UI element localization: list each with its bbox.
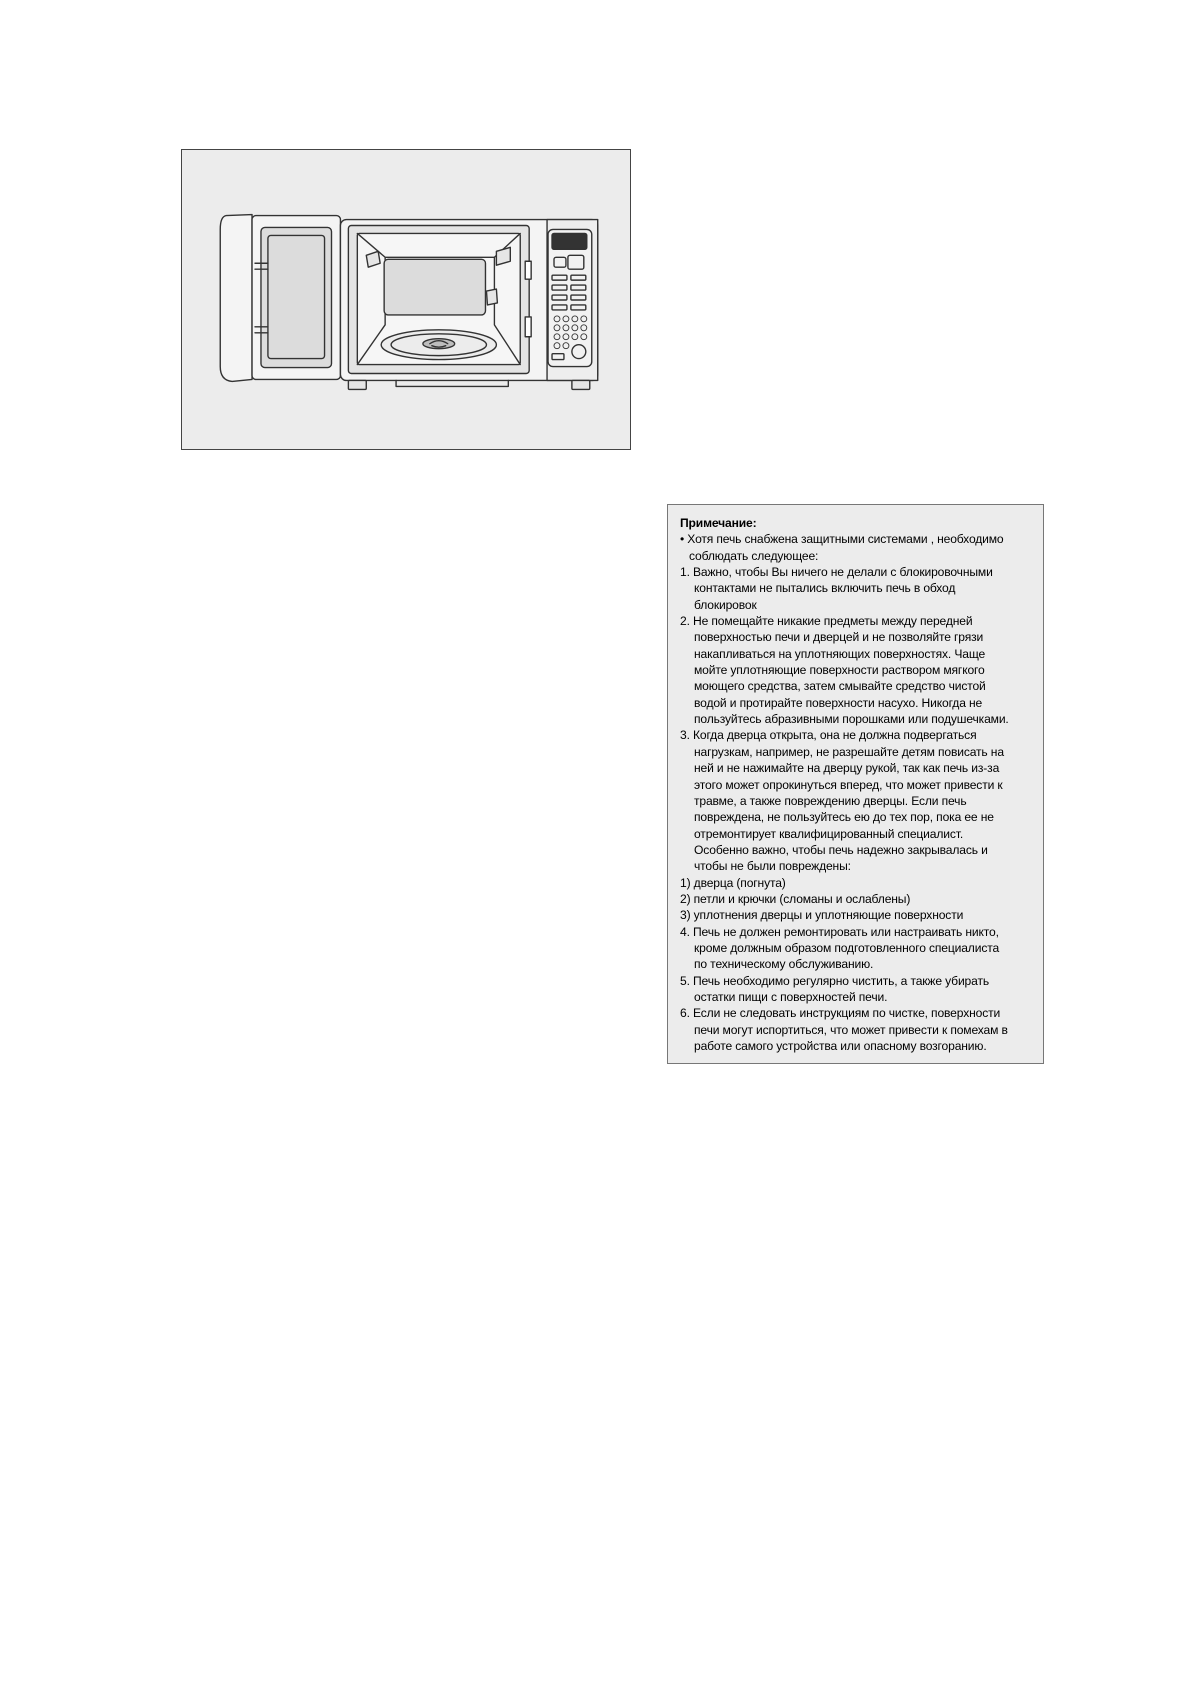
- note-item-6-line: печи могут испортиться, что может привести к помехам в: [694, 1022, 1008, 1037]
- note-item-3-line: этого может опрокинуться вперед, что может привести к: [694, 777, 1003, 792]
- note-item-3-line: повреждена, не пользуйтесь ею до тех пор, пока ее не: [694, 810, 994, 825]
- note-subitem: 1) дверца (погнута): [680, 875, 786, 890]
- note-item-4-line: по техническому обслуживанию.: [694, 957, 874, 972]
- microwave-oven-icon: [182, 150, 630, 449]
- note-item-3-line: ней и не нажимайте на дверцу рукой, так как печь из-за: [694, 761, 1000, 776]
- note-item-3-line: 3. Когда дверца открыта, она не должна подвергаться: [680, 728, 977, 743]
- note-item-3-line: Особенно важно, чтобы печь надежно закрывалась и: [694, 842, 988, 857]
- note-intro-line: • Хотя печь снабжена защитными системами , необходимо: [680, 532, 1004, 547]
- note-item-2-line: поверхностью печи и дверцей и не позволяйте грязи: [694, 630, 984, 645]
- note-item-2-line: моющего средства, затем смывайте средство чистой: [694, 679, 986, 694]
- note-item-2-line: мойте уплотняющие поверхности раствором мягкого: [694, 663, 985, 678]
- note-item-4-line: кроме должным образом подготовленного специалиста: [694, 940, 1000, 955]
- microwave-figure: [181, 149, 631, 450]
- note-item-3-line: травме, а также повреждению дверцы. Если печь: [694, 793, 967, 808]
- note-item-5-line: остатки пищи с поверхностей печи.: [694, 989, 888, 1004]
- note-item-3-line: нагрузкам, например, не разрешайте детям повисать на: [694, 744, 1004, 759]
- note-item-3-line: отремонтирует квалифицированный специалист.: [694, 826, 964, 841]
- note-item-1-line: контактами не пытались включить печь в обход: [694, 581, 956, 596]
- note-item-2-line: накапливаться на уплотняющих поверхностях. Чаще: [694, 646, 986, 661]
- safety-note: [667, 504, 1044, 1064]
- note-item-2-line: водой и протирайте поверхности насухо. Никогда не: [694, 695, 983, 710]
- note-item-3-line: чтобы не были повреждены:: [694, 859, 851, 874]
- note-intro-line: соблюдать следующее:: [689, 548, 819, 563]
- note-item-1-line: блокировок: [694, 597, 757, 612]
- note-subitem: 2) петли и крючки (сломаны и ослаблены): [680, 891, 911, 906]
- note-item-6-line: работе самого устройства или опасному возгоранию.: [694, 1039, 987, 1053]
- note-item-2-line: 2. Не помещайте никакие предметы между передней: [680, 614, 973, 629]
- note-item-1-line: 1. Важно, чтобы Вы ничего не делали с блокировочными: [680, 565, 993, 580]
- note-item-5-line: 5. Печь необходимо регулярно чистить, а также убирать: [680, 973, 989, 988]
- note-title: Примечание:: [680, 516, 757, 530]
- note-item-6-line: 6. Если не следовать инструкциям по чистке, поверхности: [680, 1006, 1001, 1021]
- note-item-2-line: пользуйтесь абразивными порошками или подушечками.: [694, 712, 1009, 727]
- note-subitem: 3) уплотнения дверцы и уплотняющие поверхности: [680, 908, 964, 923]
- note-item-4-line: 4. Печь не должен ремонтировать или настраивать никто,: [680, 924, 999, 939]
